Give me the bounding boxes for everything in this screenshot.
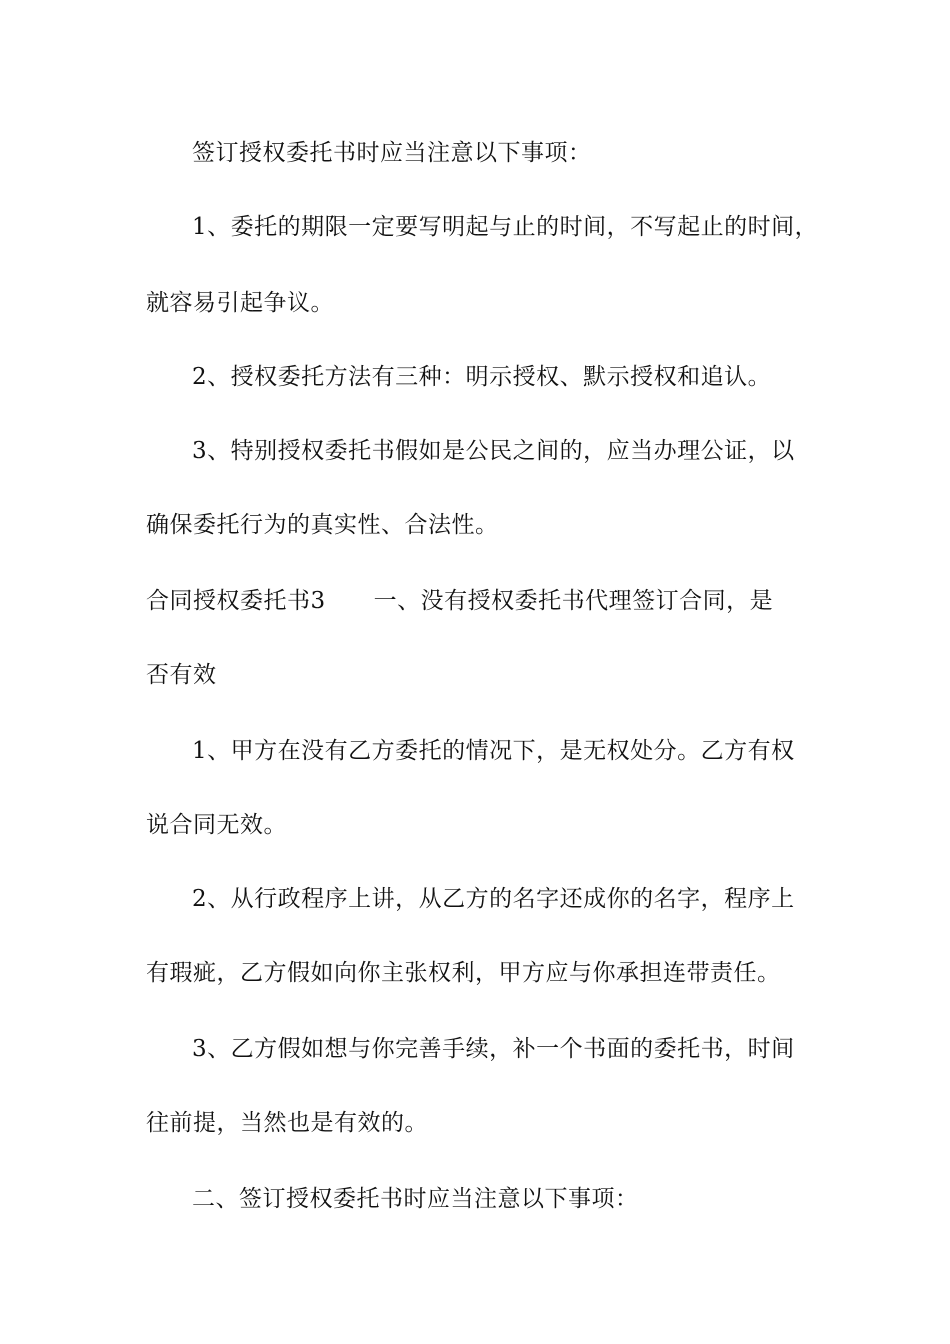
- section-two-heading: 二、签订授权委托书时应当注意以下事项：: [192, 1186, 639, 1212]
- question-heading: 一、没有授权委托书代理签订合同，是: [373, 588, 774, 614]
- answer-item-3-line-1: 3、乙方假如想与你完善手续，补一个书面的委托书，时间: [192, 1036, 795, 1062]
- answer-item-3-line-2: 往前提，当然也是有效的。: [146, 1110, 428, 1136]
- paragraph-item-1-line-2: 就容易引起争议。: [146, 290, 334, 316]
- answer-item-2-line-1: 2、从行政程序上讲，从乙方的名字还成你的名字，程序上: [192, 886, 795, 912]
- answer-item-1-line-2: 说合同无效。: [146, 812, 287, 838]
- paragraph-item-1-line-1: 1、委托的期限一定要写明起与止的时间，不写起止的时间，: [192, 214, 819, 240]
- section-title: 合同授权委托书3: [146, 588, 326, 614]
- question-heading-line-2: 否有效: [146, 662, 217, 688]
- paragraph-item-2: 2、授权委托方法有三种：明示授权、默示授权和追认。: [192, 364, 772, 390]
- section-title-line: [146, 586, 826, 616]
- paragraph-heading-notes: 签订授权委托书时应当注意以下事项：: [192, 140, 592, 166]
- paragraph-item-3-line-1: 3、特别授权委托书假如是公民之间的，应当办理公证，以: [192, 438, 795, 464]
- paragraph-item-3-line-2: 确保委托行为的真实性、合法性。: [146, 512, 499, 538]
- answer-item-2-line-2: 有瑕疵，乙方假如向你主张权利，甲方应与你承担连带责任。: [146, 960, 781, 986]
- answer-item-1-line-1: 1、甲方在没有乙方委托的情况下，是无权处分。乙方有权: [192, 738, 795, 764]
